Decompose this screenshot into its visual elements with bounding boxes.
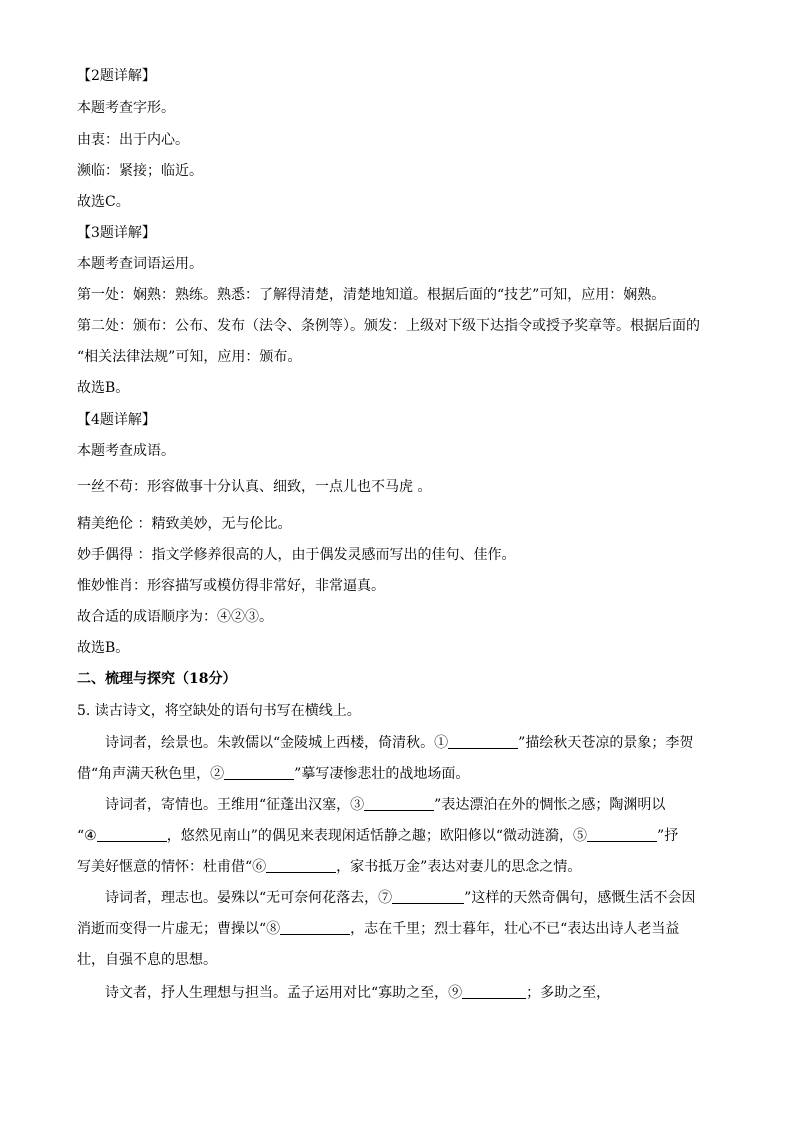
section-2-title: 二、梳理与探究（18分）	[77, 671, 237, 687]
q5-prompt: 5. 读古诗文，将空缺处的语句书写在横线上。	[77, 703, 361, 719]
q4-item-3: 妙手偶得 ：指文学修养很高的人，由于偶发灵感而写出的佳句、佳作。	[77, 547, 516, 563]
q4-item-5: 故合适的成语顺序为：④②③。	[77, 609, 273, 625]
q5-paragraph-2-line-3: 写美好惬意的情怀：杜甫借“⑥ ，家书抵万金”表达对妻儿的思念之情。	[77, 859, 582, 875]
answer-blank-5[interactable]	[587, 827, 657, 842]
q5-paragraph-3-line-2: 消逝而变得一片虚无；曹操以“⑧ ，志在千里；烈士暮年，壮心不已“表达出诗人老当益	[77, 921, 680, 937]
answer-blank-6[interactable]	[266, 858, 336, 873]
q3-header: 【3题详解】	[77, 225, 156, 241]
q2-header: 【2题详解】	[77, 68, 156, 84]
q5-paragraph-1-line-1: 诗词者，绘景也。朱敦儒以“金陵城上西楼，倚清秋。① ”描绘秋天苍凉的景象；李贺	[105, 735, 694, 751]
q4-item-4: 惟妙惟肖：形容描写或模仿得非常好，非常逼真。	[77, 578, 385, 594]
answer-blank-3[interactable]	[364, 796, 434, 811]
q5-paragraph-4-line-1: 诗文者，抒人生理想与担当。孟子运用对比“寡助之至，⑨ ；多助之至，	[105, 985, 611, 1001]
q2-item-1: 由衷：出于内心。	[77, 132, 189, 148]
q2-answer: 故选C。	[77, 194, 130, 210]
q2-topic: 本题考查字形。	[77, 100, 175, 116]
q3-answer: 故选B。	[77, 380, 130, 396]
q4-item-1: 一丝不苟：形容做事十分认真、细致，一点儿也不马虎 。	[77, 479, 432, 495]
q3-line-1: 第一处：娴熟：熟练。熟悉：了解得清楚，清楚地知道。根据后面的“技艺”可知，应用：娴熟。	[77, 287, 666, 303]
q5-paragraph-3-line-1: 诗词者，理志也。晏殊以“无可奈何花落去，⑦ ”这样的天然奇偶句，感慨生活不会因	[105, 890, 696, 906]
q5-paragraph-2-line-2: “④ ，悠然见南山”的偶见来表现闲适恬静之趣；欧阳修以“微动涟漪，⑤ ”抒	[77, 828, 679, 844]
q4-header: 【4题详解】	[77, 412, 156, 428]
q3-line-2: 第二处：颁布：公布、发布（法令、条例等）。颁发：上级对下级下达指令或授予奖章等。根据后面的	[77, 318, 700, 334]
q4-item-2: 精美绝伦 ：精致美妙，无与伦比。	[77, 516, 292, 532]
q2-item-2: 濒临：紧接；临近。	[77, 163, 203, 179]
answer-blank-2[interactable]	[224, 765, 294, 780]
q5-paragraph-3-line-3: 壮，自强不息的思想。	[77, 952, 217, 968]
q4-answer: 故选B。	[77, 640, 130, 656]
q4-topic: 本题考查成语。	[77, 443, 175, 459]
q3-topic: 本题考查词语运用。	[77, 256, 203, 272]
q5-paragraph-1-line-2: 借“角声满天秋色里，② ”摹写凄惨悲壮的战地场面。	[77, 766, 470, 782]
answer-blank-9[interactable]	[462, 984, 526, 999]
answer-blank-7[interactable]	[392, 889, 464, 904]
answer-blank-1[interactable]	[448, 734, 518, 749]
q5-paragraph-2-line-1: 诗词者，寄情也。王维用“征蓬出汉塞，③ ”表达漂泊在外的惆怅之感；陶渊明以	[105, 797, 666, 813]
answer-blank-4[interactable]	[97, 827, 167, 842]
answer-blank-8[interactable]	[280, 920, 350, 935]
q3-line-3: “相关法律法规”可知，应用：颁布。	[77, 349, 302, 365]
